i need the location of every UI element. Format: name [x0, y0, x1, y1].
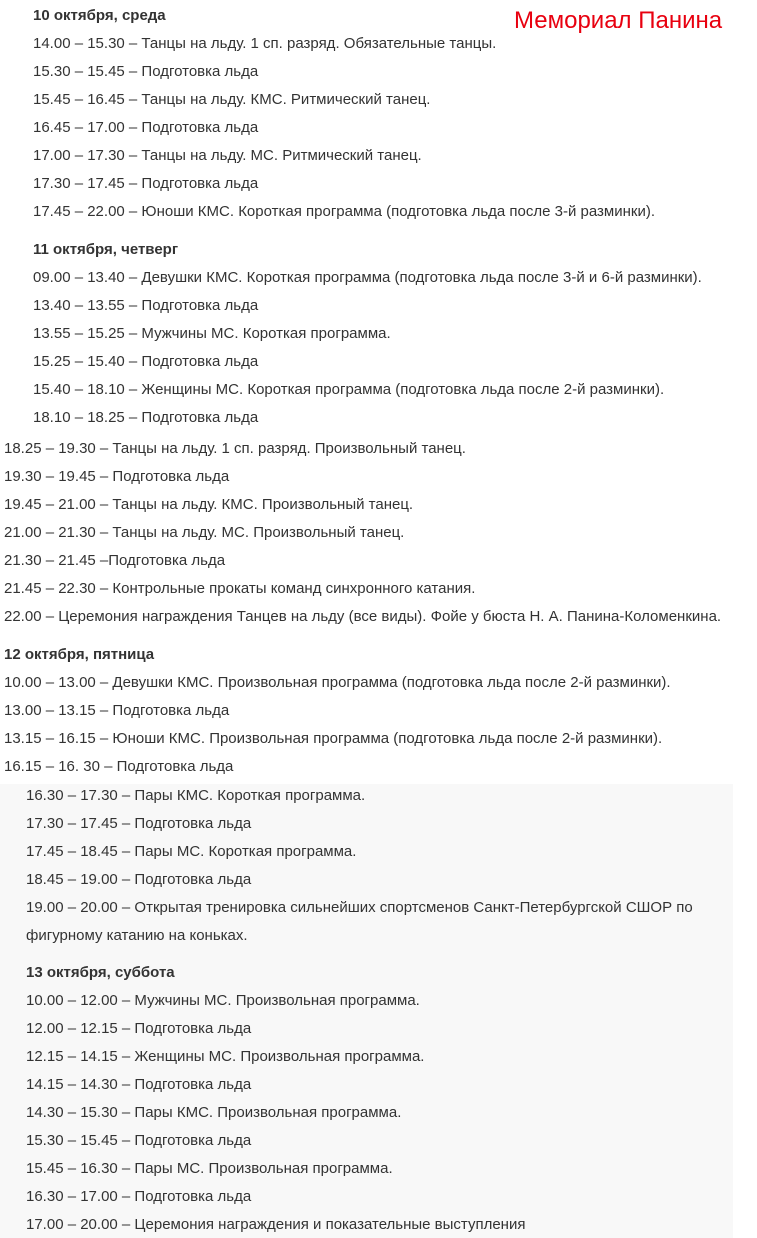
schedule-item: 17.45 – 18.45 – Пары МС. Короткая программа. [26, 843, 357, 860]
schedule-item: 14.15 – 14.30 – Подготовка льда [26, 1076, 252, 1093]
schedule-item: 18.10 – 18.25 – Подготовка льда [33, 409, 259, 426]
schedule-item: 16.45 – 17.00 – Подготовка льда [33, 119, 259, 136]
schedule-item: 16.15 – 16. 30 – Подготовка льда [4, 758, 234, 775]
event-title: Мемориал Панина [514, 7, 723, 34]
day-heading: 11 октября, четверг [33, 241, 179, 258]
schedule-item: 21.00 – 21.30 – Танцы на льду. МС. Произвольный танец. [4, 524, 405, 541]
schedule-item: 22.00 – Церемония награждения Танцев на льду (все виды). Фойе у бюста Н. А. Панина-Коломенкина. [4, 608, 722, 625]
schedule-item: 17.30 – 17.45 – Подготовка льда [26, 815, 252, 832]
schedule-item: 10.00 – 12.00 – Мужчины МС. Произвольная программа. [26, 992, 420, 1009]
schedule-item: 15.30 – 15.45 – Подготовка льда [33, 63, 259, 80]
schedule-item: 17.00 – 20.00 – Церемония награждения и показательные выступления [26, 1216, 526, 1233]
schedule-item: 09.00 – 13.40 – Девушки КМС. Короткая программа (подготовка льда после 3-й и 6-й разминки). [33, 269, 702, 286]
day-heading: 12 октября, пятница [4, 646, 155, 663]
schedule-item: 15.45 – 16.45 – Танцы на льду. КМС. Ритмический танец. [33, 91, 431, 108]
schedule-item: 19.30 – 19.45 – Подготовка льда [4, 468, 230, 485]
day-heading: 10 октября, среда [33, 7, 166, 24]
schedule-item: 13.00 – 13.15 – Подготовка льда [4, 702, 230, 719]
schedule-item: 17.00 – 17.30 – Танцы на льду. МС. Ритмический танец. [33, 147, 422, 164]
schedule-item: 19.00 – 20.00 – Открытая тренировка сильнейших спортсменов Санкт-Петербургской СШОР по [26, 899, 693, 916]
schedule-item: 19.45 – 21.00 – Танцы на льду. КМС. Произвольный танец. [4, 496, 414, 513]
day-heading: 13 октября, суббота [26, 964, 175, 981]
schedule-item: 14.30 – 15.30 – Пары КМС. Произвольная программа. [26, 1104, 402, 1121]
schedule-item: фигурному катанию на коньках. [26, 927, 248, 944]
schedule-item: 21.30 – 21.45 –Подготовка льда [4, 552, 226, 569]
schedule-item: 18.45 – 19.00 – Подготовка льда [26, 871, 252, 888]
schedule-item: 13.15 – 16.15 – Юноши КМС. Произвольная программа (подготовка льда после 2-й разминки). [4, 730, 663, 747]
schedule-item: 15.30 – 15.45 – Подготовка льда [26, 1132, 252, 1149]
schedule-item: 16.30 – 17.00 – Подготовка льда [26, 1188, 252, 1205]
schedule-item: 12.15 – 14.15 – Женщины МС. Произвольная программа. [26, 1048, 425, 1065]
schedule-item: 13.40 – 13.55 – Подготовка льда [33, 297, 259, 314]
schedule-item: 17.30 – 17.45 – Подготовка льда [33, 175, 259, 192]
schedule-item: 12.00 – 12.15 – Подготовка льда [26, 1020, 252, 1037]
schedule-item: 16.30 – 17.30 – Пары КМС. Короткая программа. [26, 787, 366, 804]
schedule-item: 13.55 – 15.25 – Мужчины МС. Короткая программа. [33, 325, 391, 342]
schedule-item: 17.45 – 22.00 – Юноши КМС. Короткая программа (подготовка льда после 3-й разминки). [33, 203, 655, 220]
schedule-item: 15.40 – 18.10 – Женщины МС. Короткая программа (подготовка льда после 2-й разминки). [33, 381, 665, 398]
schedule-item: 15.25 – 15.40 – Подготовка льда [33, 353, 259, 370]
schedule-item: 21.45 – 22.30 – Контрольные прокаты команд синхронного катания. [4, 580, 476, 597]
schedule-item: 10.00 – 13.00 – Девушки КМС. Произвольная программа (подготовка льда после 2-й разминки). [4, 674, 671, 691]
schedule-item: 18.25 – 19.30 – Танцы на льду. 1 сп. разряд. Произвольный танец. [4, 440, 466, 457]
schedule-item: 14.00 – 15.30 – Танцы на льду. 1 сп. разряд. Обязательные танцы. [33, 35, 497, 52]
schedule-item: 15.45 – 16.30 – Пары МС. Произвольная программа. [26, 1160, 393, 1177]
